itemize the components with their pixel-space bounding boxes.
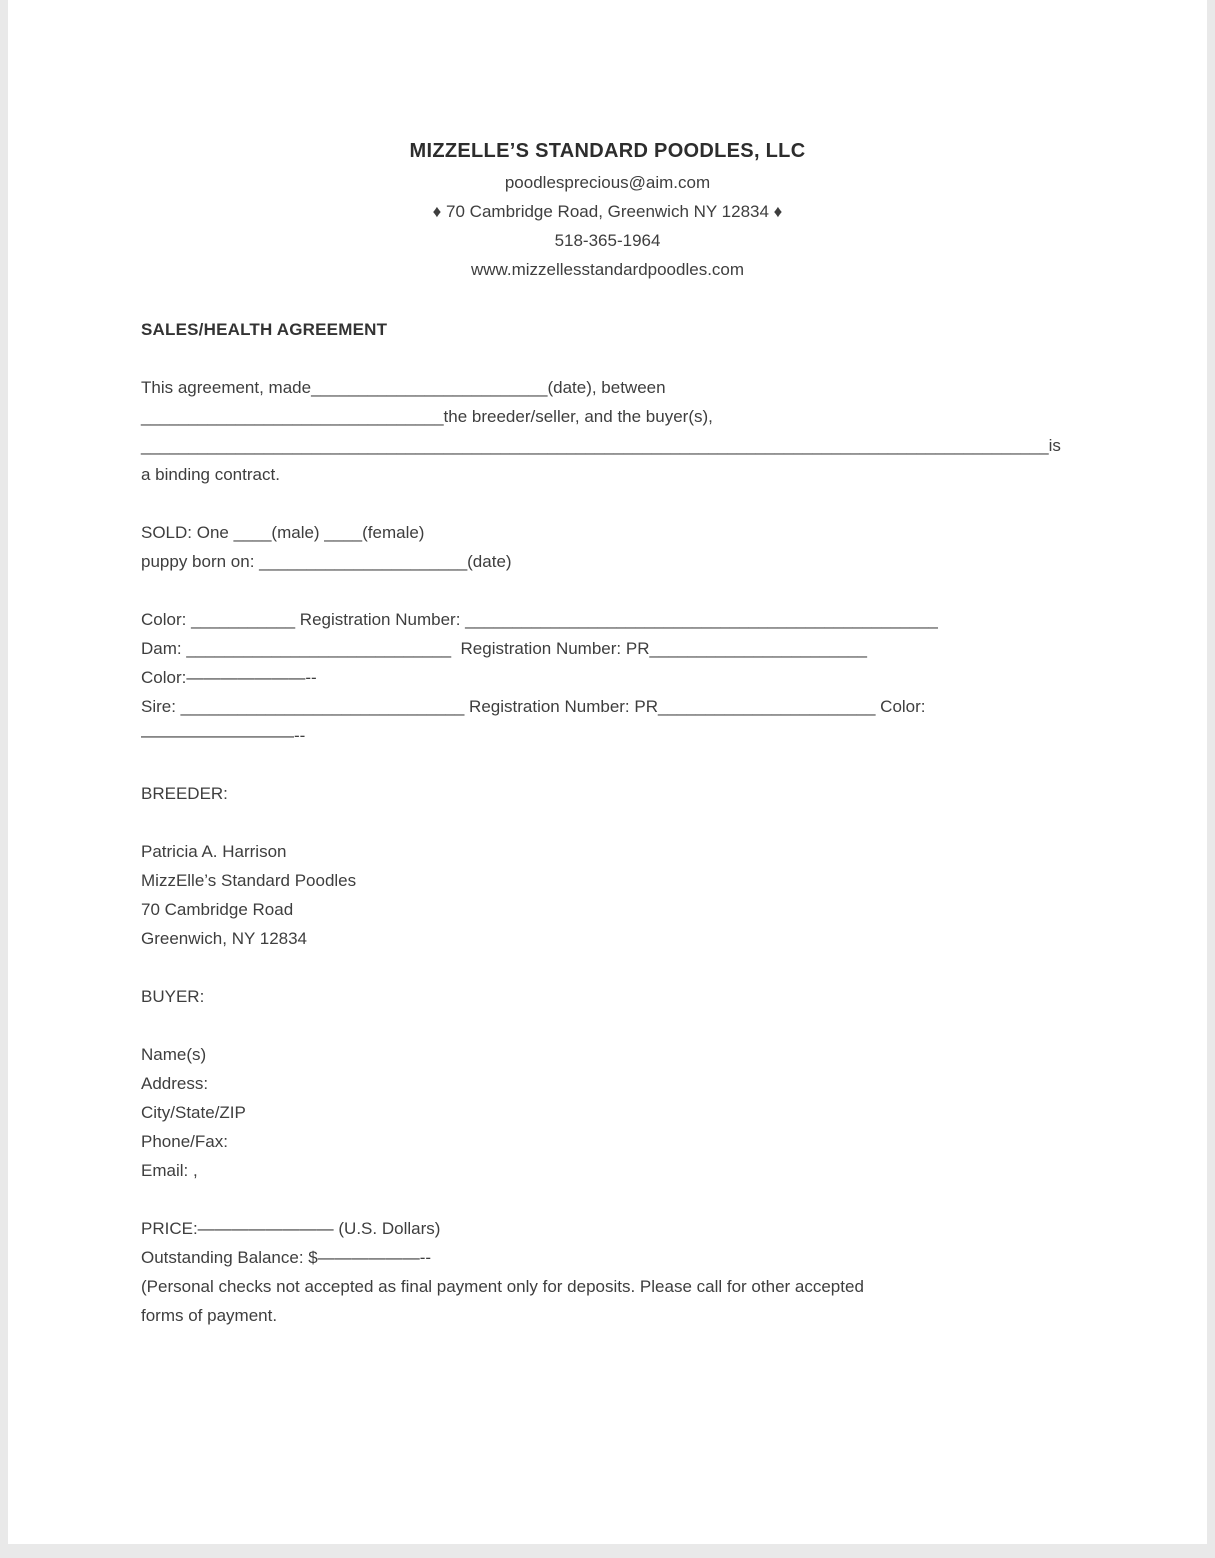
payment-note-line: (Personal checks not accepted as final payment only for deposits. Please call for other accepted <box>141 1277 864 1296</box>
company-email: poodlesprecious@aim.com <box>504 173 711 192</box>
breeder-business: MizzElle’s Standard Poodles <box>141 871 357 890</box>
section-title: SALES/HEALTH AGREEMENT <box>141 320 388 339</box>
registration-paragraph <box>141 605 1074 750</box>
breeder-heading <box>141 779 1074 808</box>
agreement-line: ________________________________________________________________________________________________is <box>141 436 1061 455</box>
agreement-line: This agreement, made_________________________(date), between <box>141 378 666 397</box>
registration-line: Color:———————-- <box>141 668 317 687</box>
sold-paragraph <box>141 518 1074 576</box>
breeder-street: 70 Cambridge Road <box>141 900 294 919</box>
buyer-phone-label: Phone/Fax: <box>141 1132 228 1151</box>
balance-line: Outstanding Balance: $——————-- <box>141 1248 432 1267</box>
breeder-name: Patricia A. Harrison <box>141 842 287 861</box>
price-line: PRICE:———————— (U.S. Dollars) <box>141 1219 441 1238</box>
payment-note-line: forms of payment. <box>141 1306 278 1325</box>
sold-line: SOLD: One ____(male) ____(female) <box>141 523 425 542</box>
breeder-heading-label: BREEDER: <box>141 784 228 803</box>
registration-line: Color: ___________ Registration Number: __________________________________________________ <box>141 610 938 629</box>
company-website: www.mizzellesstandardpoodles.com <box>470 260 745 279</box>
registration-line: Sire: ______________________________ Registration Number: PR_______________________ Color: <box>141 697 926 716</box>
agreement-line: ________________________________the breeder/seller, and the buyer(s), <box>141 407 713 426</box>
price-paragraph <box>141 1214 1074 1330</box>
registration-line: Dam: ____________________________ Registration Number: PR_______________________ <box>141 639 867 658</box>
buyer-heading-label: BUYER: <box>141 987 205 1006</box>
breeder-city: Greenwich, NY 12834 <box>141 929 308 948</box>
company-address: ♦ 70 Cambridge Road, Greenwich NY 12834 ♦ <box>432 202 783 221</box>
breeder-details <box>141 837 1074 953</box>
company-phone: 518-365-1964 <box>554 231 661 250</box>
registration-line: —————————-- <box>141 726 306 745</box>
document-page <box>8 0 1207 1544</box>
company-title: MIZZELLE’S STANDARD POODLES, LLC <box>409 140 806 162</box>
buyer-name-label: Name(s) <box>141 1045 207 1064</box>
sold-line: puppy born on: ______________________(date) <box>141 552 512 571</box>
agreement-line: a binding contract. <box>141 465 280 484</box>
buyer-heading <box>141 982 1074 1011</box>
agreement-paragraph <box>141 373 1074 489</box>
buyer-address-label: Address: <box>141 1074 209 1093</box>
buyer-details <box>141 1040 1074 1185</box>
document-header <box>141 134 1074 284</box>
buyer-city-label: City/State/ZIP <box>141 1103 246 1122</box>
buyer-email-label: Email: , <box>141 1161 198 1180</box>
